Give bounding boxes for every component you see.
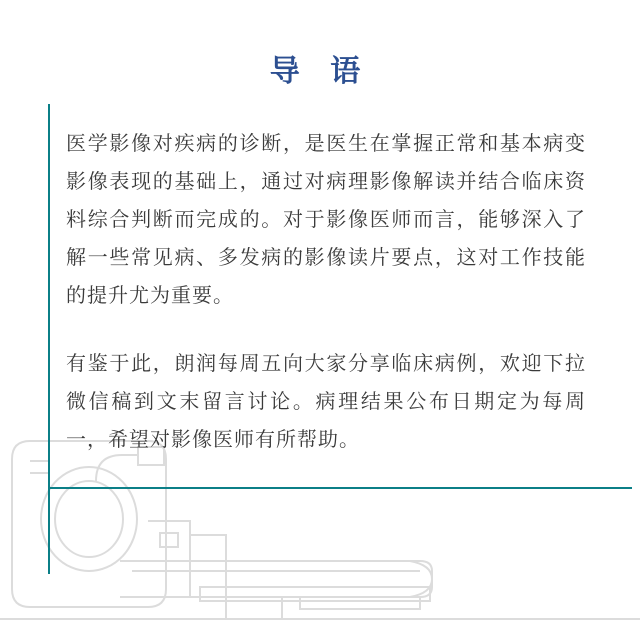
vertical-rule	[48, 104, 50, 574]
paragraph-2: 有鉴于此，朗润每周五向大家分享临床病例，欢迎下拉微信稿到文末留言讨论。病理结果公布日期定为每周一，希望对影像医师有所帮助。	[66, 351, 586, 451]
page-title: 导 语	[269, 54, 371, 89]
horizontal-rule	[48, 487, 632, 489]
paragraph-1: 医学影像对疾病的诊断，是医生在掌握正常和基本病变影像表现的基础上，通过对病理影像解读并结合临床资料综合判断而完成的。对于影像医师而言，能够深入了解一些常见病、多发病的影像读片要点，这对工作技能的提升尤为重要。	[66, 131, 586, 307]
body-text	[66, 104, 586, 478]
